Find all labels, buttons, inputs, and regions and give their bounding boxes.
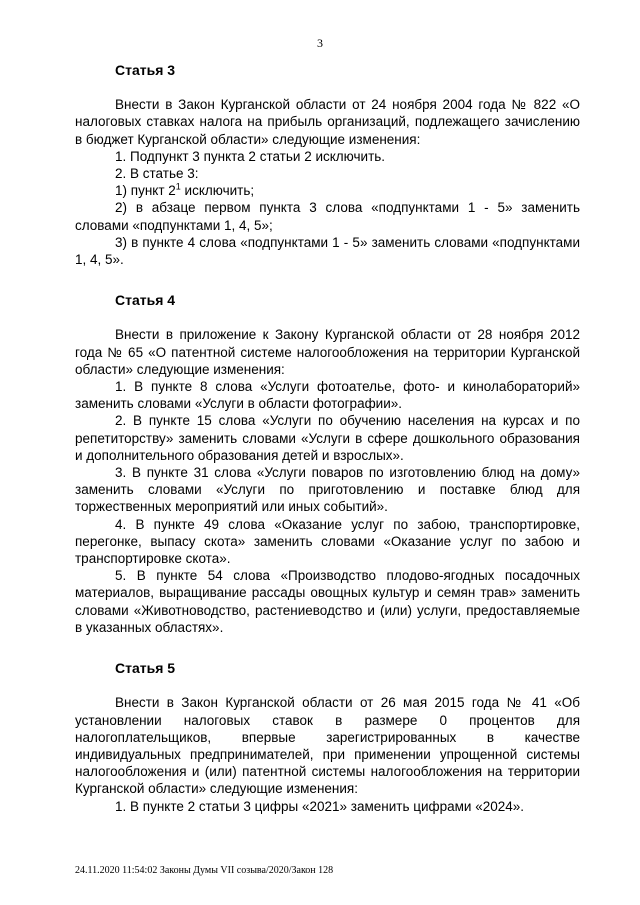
article-3-item-4: 2) в абзаце первом пункта 3 слова «подпунктами 1 - 5» заменить словами «подпунктами 1, 4, 5»; [75, 200, 580, 233]
article-5-item-1: 1. В пункте 2 статьи 3 цифры «2021» заменить цифрами «2024». [115, 798, 525, 814]
document-footer: 24.11.2020 11:54:02 Законы Думы VII созыва/2020/Закон 128 [75, 865, 334, 876]
article-3-heading: Статья 3 [115, 62, 176, 78]
article-4-item-1: 1. В пункте 8 слова «Услуги фотоателье, фото- и кинолабораторий» заменить словами «Услуги в области фотографии». [75, 379, 580, 412]
article-4-intro: Внести в приложение к Закону Курганской области от 28 ноября 2012 года № 65 «О патентной системе налогообложения на территории Курганской области» следующие изменения: [75, 327, 580, 377]
article-3-intro: Внести в Закон Курганской области от 24 ноября 2004 года № 822 «О налоговых ставках налога на прибыль организаций, подлежащего зачислению в бюджет Курганской области» следующие изменения: [75, 97, 580, 147]
document-body [75, 62, 580, 815]
article-3-item-5: 3) в пункте 4 слова «подпунктами 1 - 5» заменить словами «подпунктами 1, 4, 5». [75, 234, 580, 268]
article-4-item-3: 3. В пункте 31 слова «Услуги поваров по изготовлению блюд на дому» заменить словами «Услуги по приготовлению и поставке блюд для торжественных мероприятий или иных событий». [75, 465, 580, 515]
superscript: 1 [175, 181, 181, 192]
article-3-item-3: 1) пункт $2^1$ исключить; [115, 181, 255, 199]
article-4-item-4: 4. В пункте 49 слова «Оказание услуг по забою, транспортировке, перегонке, выпасу скота» заменить словами «Оказание услуг по забою и транспортировке скота». [75, 516, 580, 567]
article-5-intro: Внести в Закон Курганской области от 26 мая 2015 года № 41 «Об установлении налоговых ставок в размере 0 процентов для налогоплательщиков, впервые зарегистрированных в качестве индивидуальных предпринимателей, при применении упрощенной системы налогообложения и (или) патентной системы налогообложения на территории Курганской области» следующие изменения: [75, 695, 580, 797]
article-4-item-5: 5. В пункте 54 слова «Производство плодово-ягодных посадочных материалов, выращивание рассады овощных культур и семян трав» заменить словами «Животноводство, растениеводство и (или) услуги, предоставляемые в указанных областях». [75, 568, 580, 635]
article-3-item-1: 1. Подпункт 3 пункта 2 статьи 2 исключить. [115, 148, 386, 164]
article-4-heading: Статья 4 [115, 292, 176, 309]
page-number: 3 [317, 36, 323, 50]
article-4-item-2: 2. В пункте 15 слова «Услуги по обучению населения на курсах и по репетиторству» заменить словами «Услуги в сфере дошкольного образования и дополнительного образования детей и взрослых». [75, 413, 580, 463]
article-3-item-2: 2. В статье 3: [115, 166, 199, 182]
article-5-heading: Статья 5 [115, 660, 176, 677]
